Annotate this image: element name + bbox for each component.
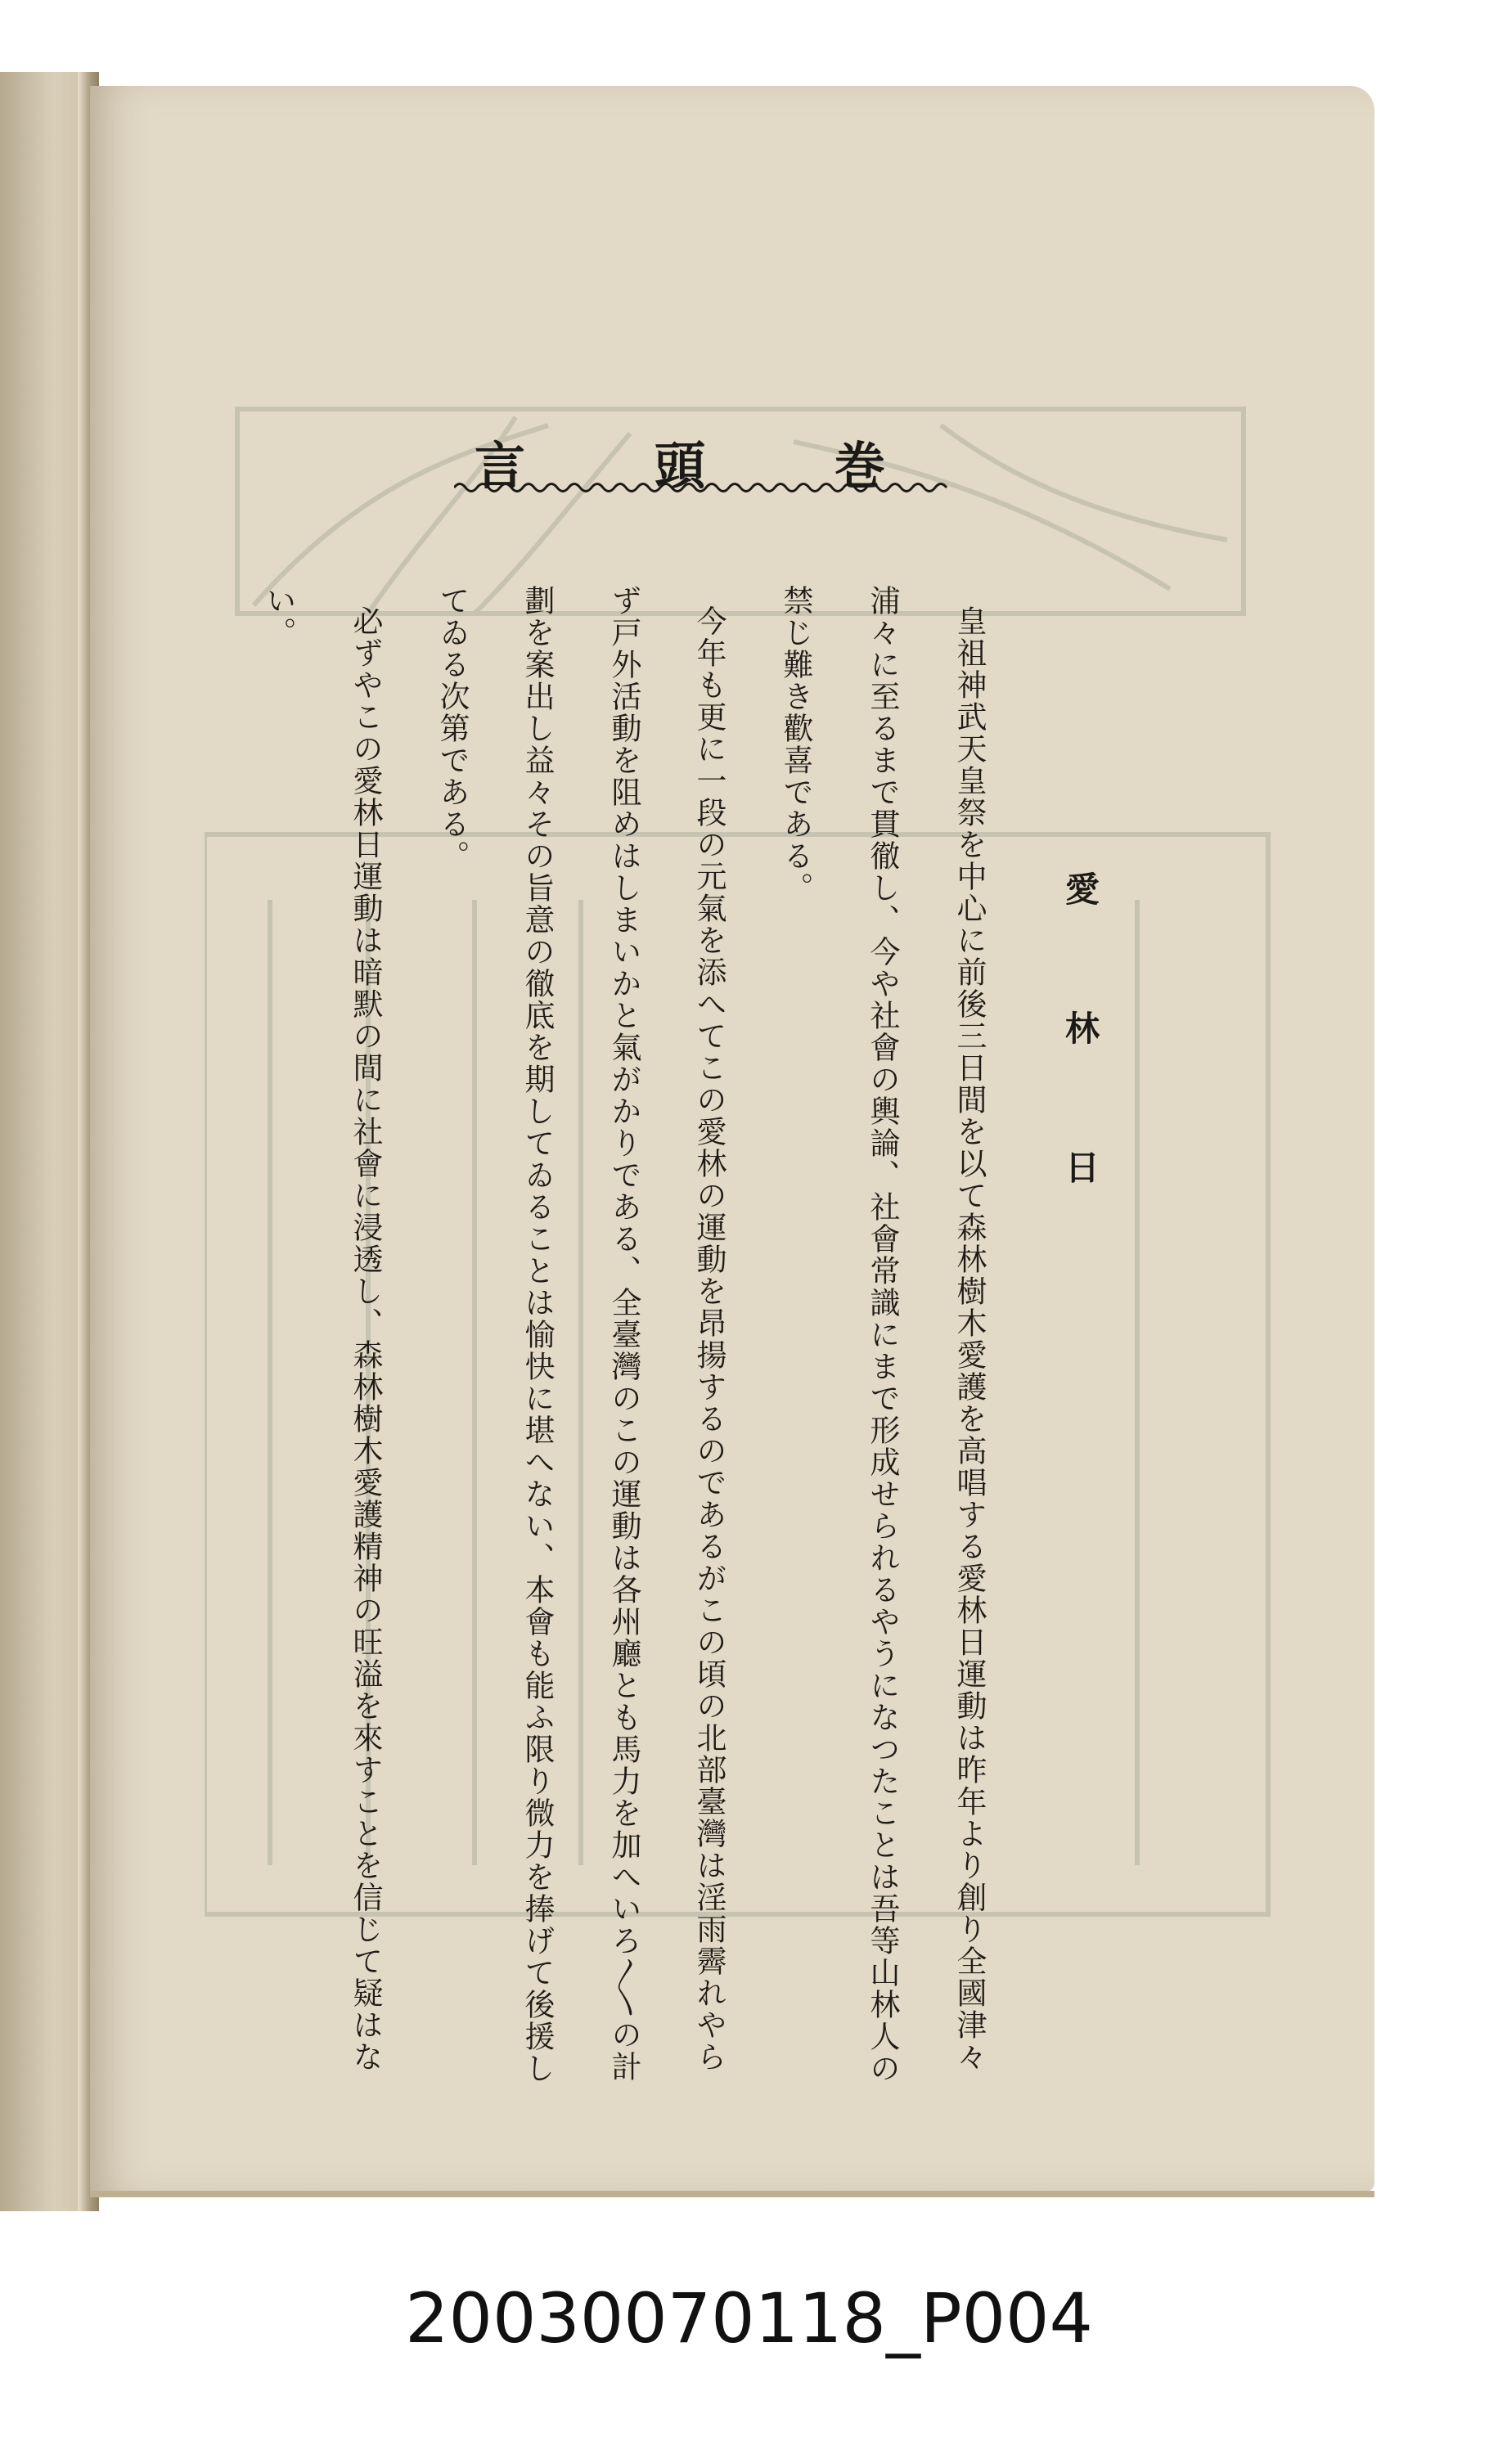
- page-bottom-edge: [90, 2191, 1374, 2197]
- text-column: 皇祖神武天皇祭を中心に前後三日間を以て森林樹木愛護を高唱する愛林日運動は昨年より創り全國津々: [951, 605, 987, 2073]
- text-column: い。: [261, 585, 296, 649]
- archive-id-caption: 20030070118_P004: [405, 2278, 1093, 2358]
- heading-char-1: 巻: [834, 436, 886, 496]
- title-char-3: 日: [1065, 1148, 1100, 1188]
- title-char-2: 林: [1065, 1009, 1100, 1049]
- text-column: 必ずやこの愛林日運動は暗默の間に社會に浸透し、森林樹木愛護精神の旺溢を來すことを信じて疑はな: [348, 605, 383, 2073]
- heading-char-3: 言: [475, 436, 526, 496]
- title-char-1: 愛: [1065, 870, 1100, 910]
- text-column: ず戸外活動を阻めはしまいかと氣がかりである、全臺灣のこの運動は各州廳とも馬力を加へいろ〳〵の計: [606, 585, 641, 2083]
- text-column: 禁じ難き歡喜である。: [778, 585, 813, 904]
- heading-wavy-underline: [454, 479, 953, 497]
- text-column: 劃を案出し益々その旨意の徹底を期してゐることは愉快に堪へない、本會も能ふ限り微力を捧げて後援し: [520, 585, 555, 2084]
- text-column: 今年も更に一段の元氣を添へてこの愛林の運動を昂揚するのであるがこの頃の北部臺灣は淫雨霽れやら: [691, 605, 727, 2073]
- text-column: 浦々に至るまで貫徹し、今や社會の輿論、社會常識にまで形成せられるやうになつたことは吾等山林人の: [865, 585, 900, 2084]
- text-column: てゐる次第である。: [434, 585, 470, 872]
- heading: [458, 425, 949, 496]
- heading-char-2: 頭: [655, 436, 706, 496]
